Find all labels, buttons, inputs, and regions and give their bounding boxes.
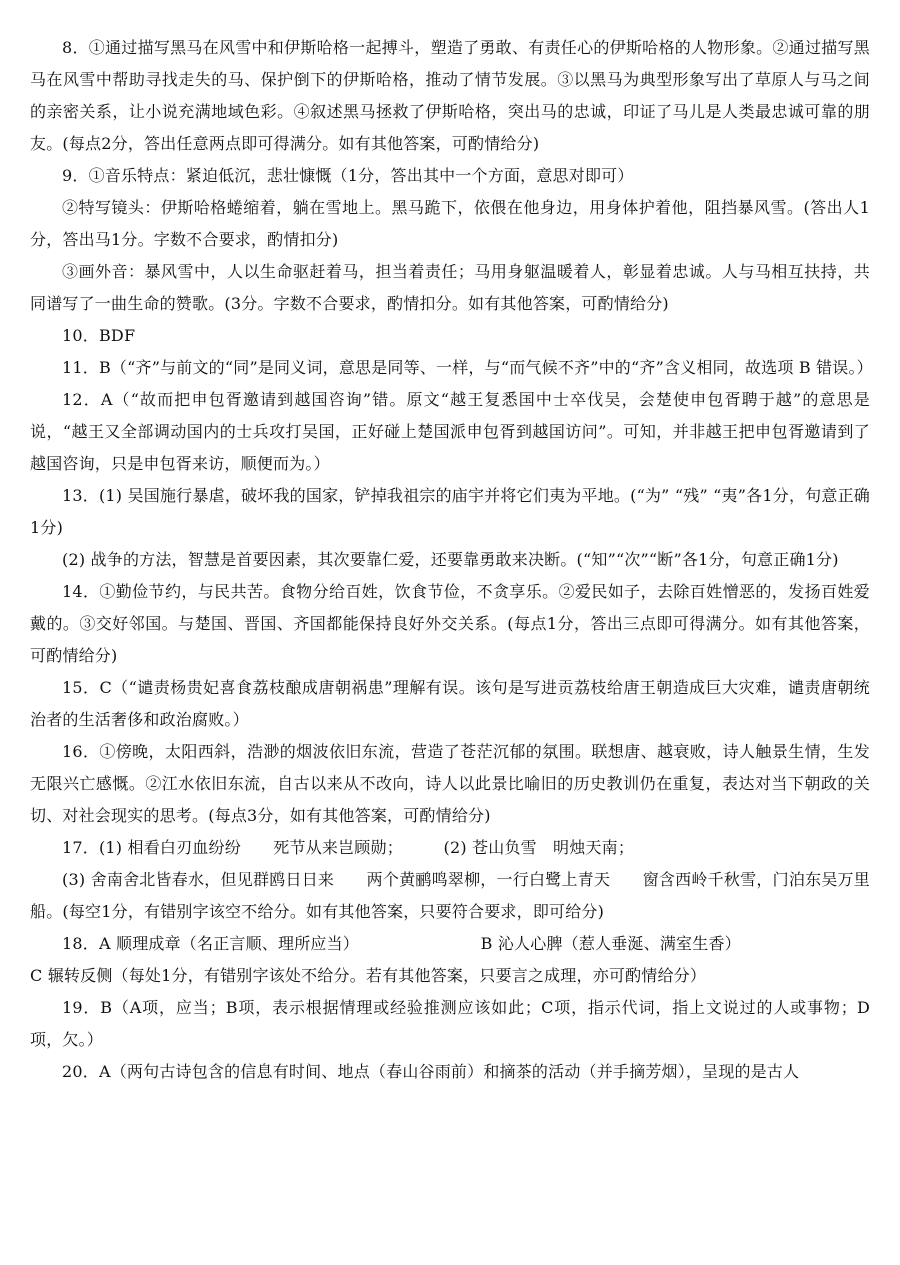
answer-q16: 16．①傍晚，太阳西斜，浩渺的烟波依旧东流，营造了苍茫沉郁的氛围。联想唐、越衰败，诗人触景生情，生发无限兴亡感慨。②江水依旧东流，自古以来从不改向，诗人以此景比喻旧的历史教训仍在重复，表达对当下朝政的关切、对社会现实的思考。(每点3分，如有其他答案，可酌情给分) bbox=[30, 742, 870, 825]
answer-q12: 12．A（“故而把申包胥邀请到越国咨询”错。原文“越王复悉国中士卒伐吴，会楚使申包胥聘于越”的意思是说，“越王又全部调动国内的士兵攻打吴国，正好碰上楚国派申包胥到越国访问”。可知，并非越王把申包胥邀请到了越国咨询，只是申包胥来访，顺便而为。） bbox=[30, 390, 870, 473]
answer-q18-part2: C 辗转反侧（每处1分，有错别字该处不给分。若有其他答案，只要言之成理，亦可酌情给分） bbox=[30, 966, 707, 985]
answer-q17-part1: 17．(1) 相看白刃血纷纷 死节从来岂顾勋； (2) 苍山负雪 明烛天南； bbox=[62, 838, 635, 857]
answer-q13-part2: (2) 战争的方法，智慧是首要因素，其次要靠仁爱，还要靠勇敢来决断。(“知”“次”“断”各1分，句意正确1分) bbox=[62, 550, 839, 569]
answer-q13-part1: 13．(1) 吴国施行暴虐，破坏我的国家，铲掉我祖宗的庙宇并将它们夷为平地。(“为” “残” “夷”各1分，句意正确1分) bbox=[30, 486, 870, 537]
answer-q18-part1: 18．A 顺理成章（名正言顺、理所应当） B 沁人心脾（惹人垂涎、满室生香） bbox=[62, 934, 741, 953]
answer-q9-part2: ②特写镜头：伊斯哈格蜷缩着，躺在雪地上。黑马跪下，依偎在他身边，用身体护着他，阻挡暴风雪。(答出人1分，答出马1分。字数不合要求，酌情扣分) bbox=[30, 198, 870, 249]
answer-q15: 15．C（“谴责杨贵妃喜食荔枝酿成唐朝祸患”理解有误。该句是写进贡荔枝给唐王朝造成巨大灾难，谴责唐朝统治者的生活奢侈和政治腐败。） bbox=[30, 678, 870, 729]
answer-q10: 10．BDF bbox=[62, 326, 136, 345]
answer-q17-part2: (3) 舍南舍北皆春水，但见群鸥日日来 两个黄鹂鸣翠柳，一行白鹭上青天 窗含西岭千秋雪，门泊东吴万里船。(每空1分，有错别字该空不给分。如有其他答案，只要符合要求，即可给分) bbox=[30, 870, 870, 921]
answer-q14: 14．①勤俭节约，与民共苦。食物分给百姓，饮食节俭，不贪享乐。②爱民如子，去除百姓憎恶的，发扬百姓爱戴的。③交好邻国。与楚国、晋国、齐国都能保持良好外交关系。(每点1分，答出三点即可得满分。如有其他答案，可酌情给分) bbox=[30, 582, 870, 665]
answer-q9-part1: 9．①音乐特点：紧迫低沉，悲壮慷慨（1分，答出其中一个方面，意思对即可） bbox=[62, 166, 634, 185]
answer-q11: 11．B（“齐”与前文的“同”是同义词，意思是同等、一样，与“而气候不齐”中的“齐”含义相同，故选项 B 错误。） bbox=[62, 358, 873, 377]
answer-q8: 8．①通过描写黑马在风雪中和伊斯哈格一起搏斗，塑造了勇敢、有责任心的伊斯哈格的人物形象。②通过描写黑马在风雪中帮助寻找走失的马、保护倒下的伊斯哈格，推动了情节发展。③以黑马为典型形象写出了草原人与马之间的亲密关系，让小说充满地域色彩。④叙述黑马拯救了伊斯哈格，突出马的忠诚，印证了马儿是人类最忠诚可靠的朋友。(每点2分，答出任意两点即可得满分。如有其他答案，可酌情给分) bbox=[30, 38, 870, 153]
answer-q9-part3: ③画外音：暴风雪中，人以生命驱赶着马，担当着责任；马用身躯温暖着人，彰显着忠诚。人与马相互扶持，共同谱写了一曲生命的赞歌。(3分。字数不合要求，酌情扣分。如有其他答案，可酌情给分) bbox=[30, 262, 870, 313]
answer-q20: 20．A（两句古诗包含的信息有时间、地点（春山谷雨前）和摘茶的活动（并手摘芳烟），呈现的是古人 bbox=[62, 1062, 800, 1081]
answer-q19: 19．B（A项，应当；B项，表示根据情理或经验推测应该如此；C项，指示代词，指上文说过的人或事物；D项，欠。） bbox=[30, 998, 870, 1049]
